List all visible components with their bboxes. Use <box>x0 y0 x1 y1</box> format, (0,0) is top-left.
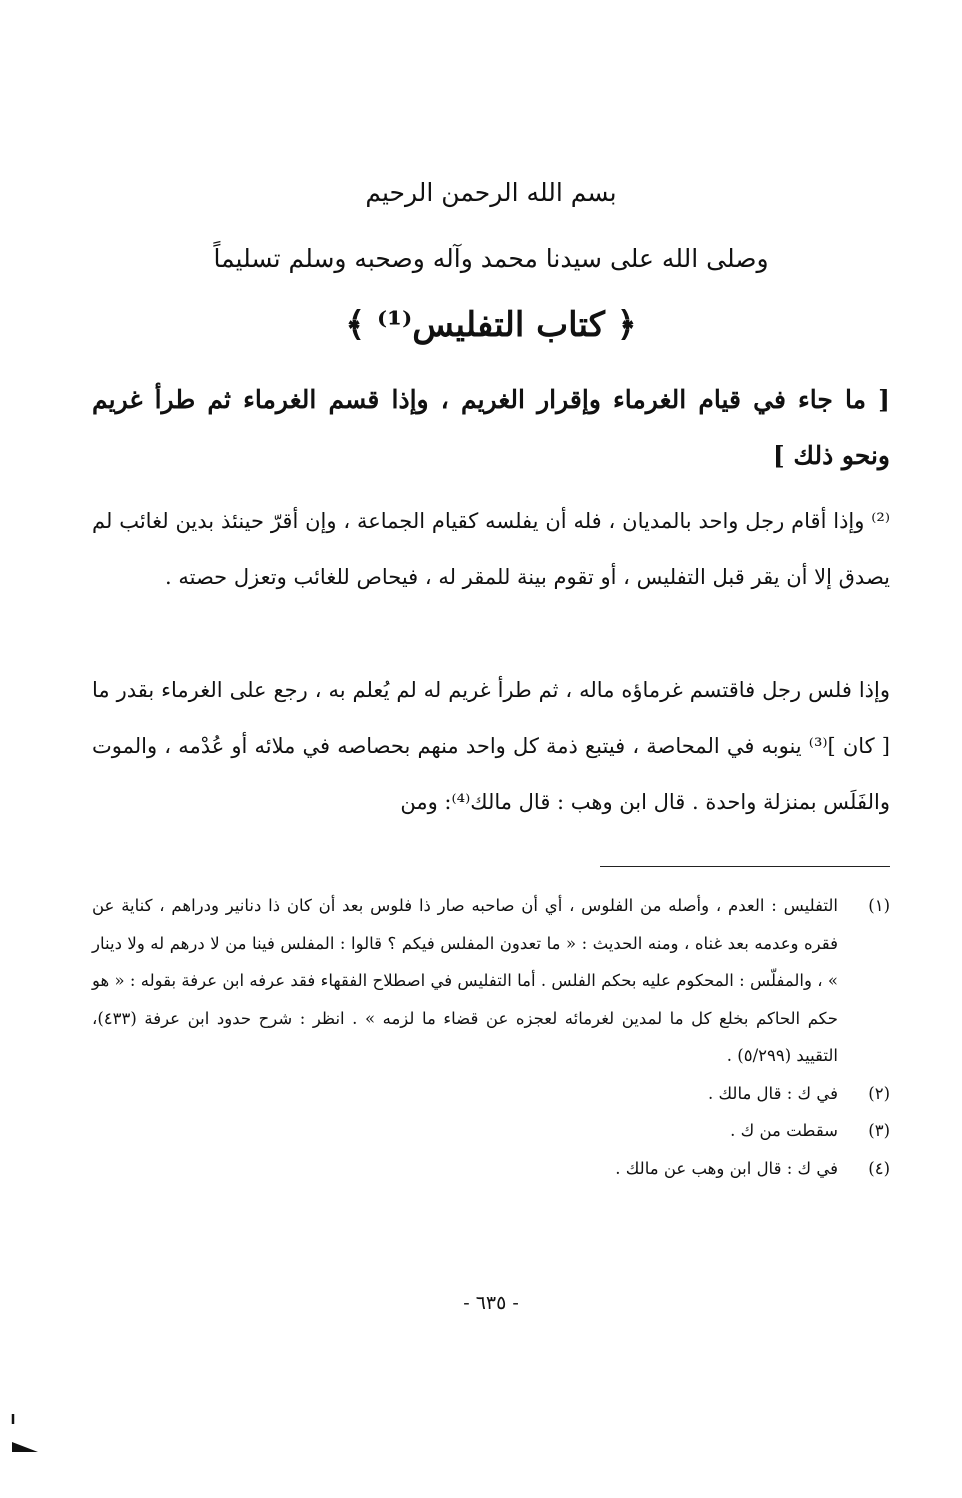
chapter-heading: [ ما جاء في قيام الغرماء وإقرار الغريم ، وإذا قسم الغرماء ثم طرأ غريم ونحو ذلك ] <box>92 385 890 470</box>
footnote-text: التفليس : العدم ، وأصله من الفلوس ، أي أن صاحبه صار ذا فلوس بعد أن كان ذا دنانير ودراهم ، كناية عن فقره وعدمه بعد غناه ، ومنه الحديث : « ما تعدون المفلس فيكم ؟ قالوا : المفلس فينا من لا درهم له ولا دينار » ، والمفلّس : المحكوم عليه بحكم الفلس . أما التفليس في اصطلاح الفقهاء فقد عرفه ابن عرفة بقوله : « هو حكم الحاكم بخلع كل ما لمدين لغرمائه لعجزه عن قضاء ما لزمه » . انظر : شرح حدود ابن عرفة (٤٣٣)، التقييد (٥/٢٩٩) . <box>92 896 839 1065</box>
footnote-number: (٣) <box>868 1121 890 1140</box>
book-title: ﴿ كتاب التفليس⁽¹⁾ ﴾ <box>345 305 637 345</box>
footnote-number: (٤) <box>868 1158 890 1178</box>
footnote-1 <box>92 887 890 1075</box>
footnote-number: (١) <box>868 896 890 915</box>
footnote-text: في ك : قال ابن وهب عن مالك . <box>615 1158 838 1178</box>
body-paragraph-2: وإذا فلس رجل فاقتسم غرماؤه ماله ، ثم طرأ غريم له لم يُعلم به ، رجع على الغرماء بقدر ما [ كان ]⁽³⁾ ينوبه في المحاصة ، فيتبع ذمة كل واحد منهم بحصاصه في ملائه أو عُدْمه ، والموت والفَلَس بمنزلة واحدة . قال ابن وهب : قال مالك⁽⁴⁾: ومن <box>92 678 890 814</box>
scan-corner-mark <box>8 1412 38 1452</box>
footnote-2 <box>92 1075 890 1113</box>
book-page <box>92 0 890 1498</box>
footnote-divider <box>600 866 890 867</box>
salutation: وصلى الله على سيدنا محمد وآله وصحبه وسلم تسليماً <box>213 244 769 273</box>
footnote-number: (٢) <box>868 1083 890 1103</box>
footnote-4 <box>92 1150 890 1188</box>
footnote-text: في ك : قال مالك . <box>708 1083 838 1103</box>
body-paragraph-1: ⁽²⁾ وإذا أقام رجل واحد بالمديان ، فله أن يفلسه كقيام الجماعة ، وإن أقرّ حينئذ بدين لغائب لم يصدق إلا أن يقر قبل التفليس ، أو تقوم بينة للمقر له ، فيحاص للغائب وتعزل حصته . <box>92 509 890 589</box>
footnote-text: سقطت من ك . <box>730 1121 838 1140</box>
footnote-3 <box>92 1112 890 1150</box>
basmala: بسم الله الرحمن الرحيم <box>365 178 617 207</box>
footnotes <box>92 887 890 1187</box>
page-number: - ٦٣٥ - <box>463 1292 519 1314</box>
